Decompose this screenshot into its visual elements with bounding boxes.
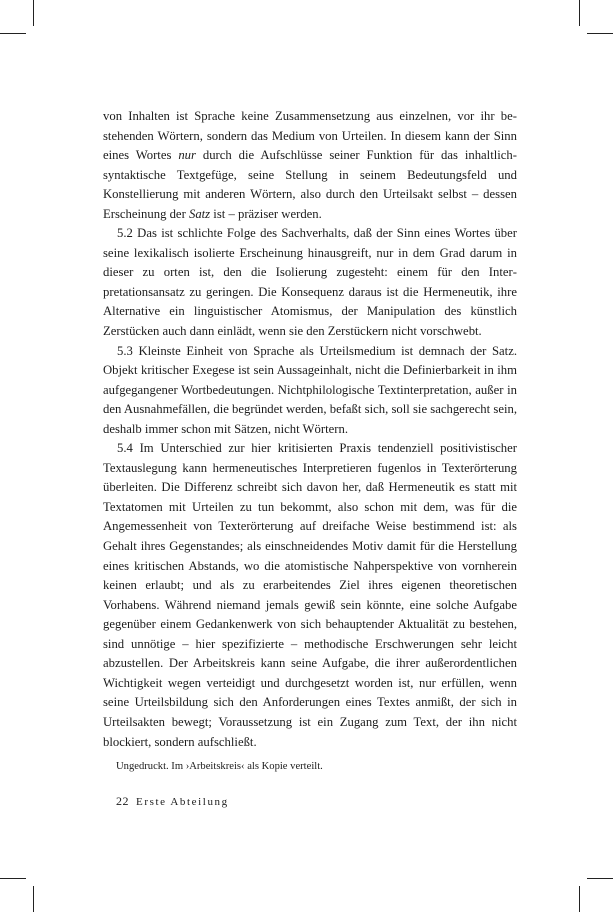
footnote: Ungedruckt. Im ›Arbeitskreis‹ als Kopie verteilt. [116, 761, 323, 772]
crop-mark-bottom-left-vertical [33, 886, 34, 912]
crop-mark-top-right-vertical [579, 0, 580, 26]
emphasized-word: nur [178, 148, 196, 163]
paragraph [103, 439, 517, 752]
text-segment: von Inhalten ist Sprache keine Zusammensetzung aus einzelnen, vor ihr bestehenden Wörtern, sondern das Medium von Urteilen. In diesem kann der Sinn eines Wortes [103, 109, 517, 163]
body-text [103, 107, 517, 752]
crop-mark-bottom-right-horizontal [587, 878, 613, 879]
paragraph [103, 342, 517, 440]
crop-mark-bottom-right-vertical [579, 886, 580, 912]
section-title: Erste Abteilung [136, 796, 229, 808]
crop-mark-top-left-vertical [33, 0, 34, 26]
text-segment: 5.4 Im Unterschied zur hier kritisierten Praxis tendenziell positivistischer Textauslegung kann hermeneutisches Interpretieren fugenlos in Texterörterung überleiten. Die Differenz schreibt sich davon her, daß Hermeneutik es statt mit Textatomen mit Urteilen zu tun bekommt, also schon mit dem, was für die Angemessenheit von Texterörterung auf dreifache Weise bestimmend ist: als Gehalt ihres Gegenstandes; als einschneidendes Motiv damit für die Herstellung eines kritischen Abstands, wo die atomistische Nahperspektive von vornherein keinen erlaubt; und als zu erarbeitendes Ziel ihres eigenen theoretischen Vorhabens. Während niemand jemals gewiß sein könnte, eine solche Aufgabe gegenüber einem Gedankenwerk von sich behauptender Aktualität zu bestehen, sind unnötige – hier spezifizierte – methodische Erschwerungen sehr leicht abzustellen. Der Arbeitskreis kann seine Aufgabe, die ihrer außerordentlichen Wichtigkeit wegen verteidigt und durchgesetzt worden ist, nur erfüllen, wenn seine Urteilsbildung sich den Anforderungen eines Textes anmißt, der sich in Urteilsakten bewegt; Voraussetzung ist ein Zugang zum Text, der ihn nicht blockiert, sondern aufschließt. [103, 441, 517, 749]
crop-mark-top-right-horizontal [587, 33, 613, 34]
crop-mark-bottom-left-horizontal [0, 878, 26, 879]
paragraph [103, 224, 517, 341]
text-segment: ist – präziser werden. [210, 206, 322, 221]
text-segment: durch die Aufschlüsse seiner Funktion für das inhaltlich-syntaktische Textgefüge, seine Stellung in seinem Bedeutungsfeld und Konstellierung mit anderen Wörtern, also durch den Urteilsakt selbst – dessen Erscheinung der [103, 148, 517, 221]
text-segment: 5.3 Kleinste Einheit von Sprache als Urteilsmedium ist demnach der Satz. Objekt kritischer Exegese ist sein Aussageinhalt, nicht die Definierbarkeit in ihm aufgegangener Wortbedeutungen. Nichtphilologische Textinterpretation, außer in den Ausnahmefällen, die begründet werden, befaßt sich, soll sie sachgerecht sein, deshalb immer schon mit Sätzen, nicht Wörtern. [103, 343, 517, 436]
text-segment: 5.2 Das ist schlichte Folge des Sachverhalts, daß der Sinn eines Wortes über seine lexikalisch isolierte Erscheinung hinausgreift, nur in dem Grad darum in dieser zu orten ist, den die Isolierung zugesteht: einem für den Interpretationsansatz zu geringen. Die Konsequenz daraus ist die Hermeneutik, ihre Alternative ein linguistischer Atomismus, der Manipulation des künstlich Zerstücken auch dann einlädt, wenn sie den Zerstückern nicht vorschwebt. [103, 226, 517, 339]
paragraph [103, 107, 517, 224]
page-footer [116, 793, 229, 810]
emphasized-word: Satz [188, 206, 211, 221]
page-number: 22 [116, 794, 129, 808]
crop-mark-top-left-horizontal [0, 33, 26, 34]
